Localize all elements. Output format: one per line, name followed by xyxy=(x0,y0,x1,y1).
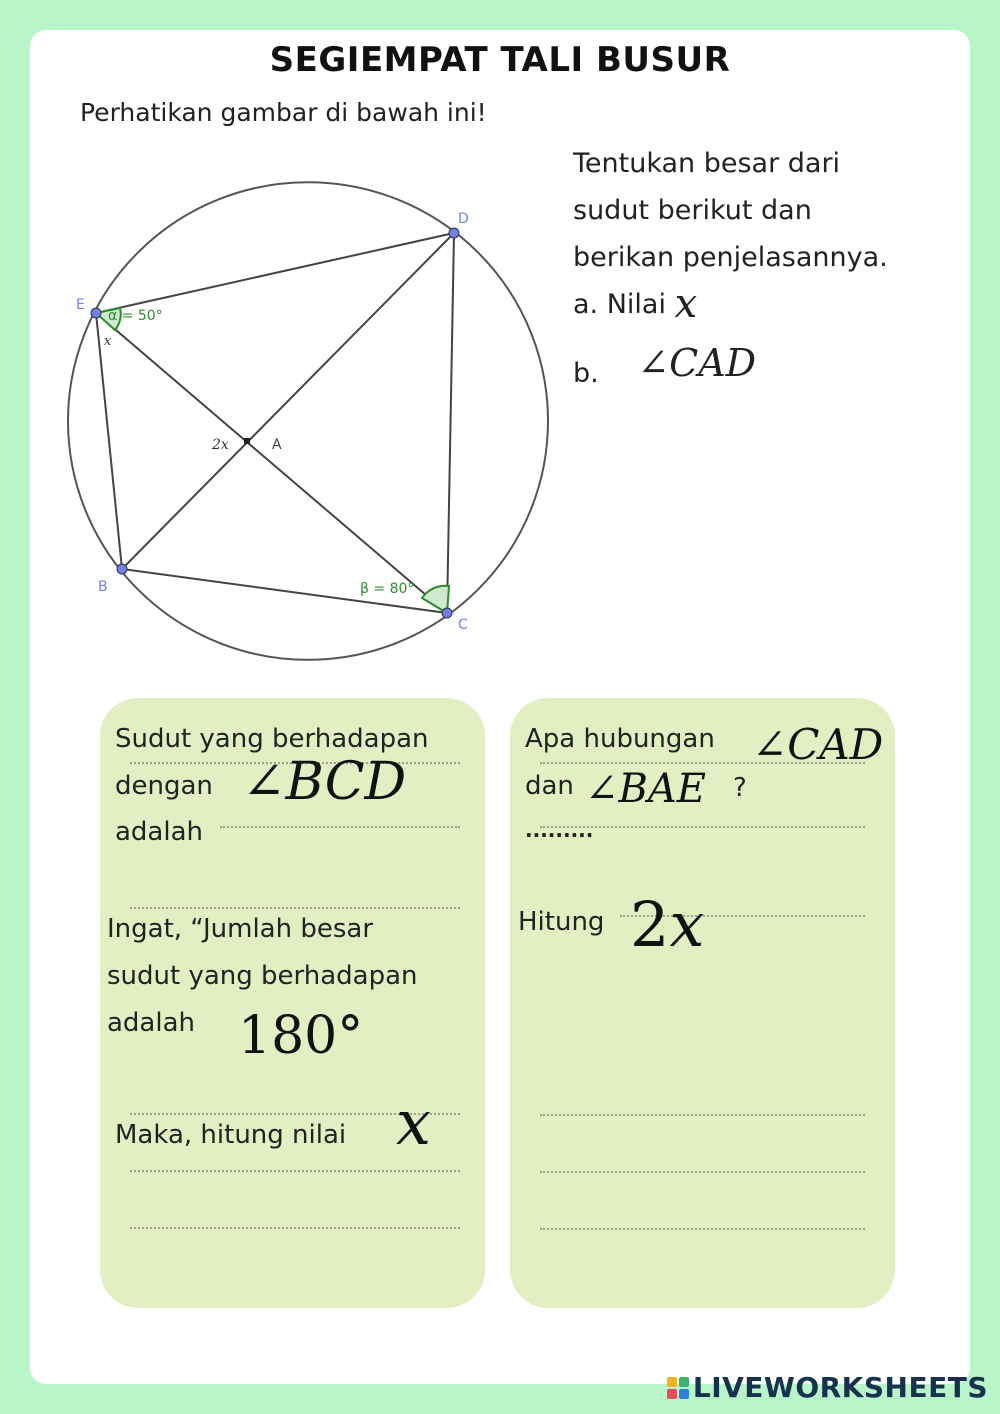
diagonal-EC xyxy=(96,313,447,613)
task-line-3: berikan penjelasannya. xyxy=(573,242,888,273)
label-D: D xyxy=(458,211,469,227)
task-line-1: Tentukan besar dari xyxy=(573,148,841,179)
right-dots: ......... xyxy=(525,818,594,842)
instruction-text: Perhatikan gambar di bawah ini! xyxy=(80,98,487,127)
edge-DC xyxy=(447,233,454,613)
left-ingat3: adalah xyxy=(107,1008,196,1038)
logo-mark-icon xyxy=(667,1377,689,1399)
left-adalah: adalah xyxy=(115,817,204,847)
cyclic-quadrilateral-diagram xyxy=(60,175,560,675)
right-hitung: Hitung xyxy=(518,907,605,937)
center-point-A xyxy=(244,438,250,444)
liveworksheets-logo xyxy=(667,1371,988,1404)
logo-text: LIVEWORKSHEETS xyxy=(692,1371,988,1404)
task-b-math: ∠CAD xyxy=(637,341,757,385)
diagonal-DB xyxy=(122,233,454,569)
answer-line-2[interactable] xyxy=(220,826,460,828)
left-ingat1: Ingat, “Jumlah besar xyxy=(107,914,374,944)
label-A: A xyxy=(272,437,282,453)
left-ingat2: sudut yang berhadapan xyxy=(107,961,418,991)
left-180-math: 180° xyxy=(238,1006,364,1066)
answer-line-r6[interactable] xyxy=(540,1228,865,1230)
left-line1: Sudut yang berhadapan xyxy=(115,724,429,754)
point-D xyxy=(449,228,459,238)
left-dengan: dengan xyxy=(115,771,213,801)
label-E: E xyxy=(76,297,85,313)
right-2x-math: 2x xyxy=(630,888,705,961)
circumcircle xyxy=(68,182,548,660)
label-alpha: α = 50° xyxy=(108,308,163,324)
point-B xyxy=(117,564,127,574)
right-apa: Apa hubungan xyxy=(525,724,715,754)
task-a-label: a. Nilai xyxy=(573,289,666,320)
left-x-math: x xyxy=(396,1086,431,1159)
right-bae-math: ∠BAE xyxy=(585,766,706,812)
answer-line-3[interactable] xyxy=(130,907,460,909)
right-dan: dan xyxy=(525,771,574,801)
left-maka: Maka, hitung nilai xyxy=(115,1120,347,1150)
task-b-label: b. xyxy=(573,358,599,389)
right-question-mark: ? xyxy=(733,773,747,803)
label-2x: 2x xyxy=(212,437,229,453)
label-x: x xyxy=(104,334,112,349)
answer-line-r4[interactable] xyxy=(540,1114,865,1116)
right-cad-math: ∠CAD xyxy=(752,720,884,769)
label-B: B xyxy=(98,579,108,595)
task-line-2: sudut berikut dan xyxy=(573,195,812,226)
answer-line-6[interactable] xyxy=(130,1227,460,1229)
answer-line-5[interactable] xyxy=(130,1170,460,1172)
label-C: C xyxy=(458,617,468,633)
task-a-math: x xyxy=(674,281,698,327)
task-a xyxy=(573,281,953,328)
answer-line-r5[interactable] xyxy=(540,1171,865,1173)
point-C xyxy=(442,608,452,618)
task-block xyxy=(573,140,953,397)
page-title: SEGIEMPAT TALI BUSUR xyxy=(269,40,731,80)
task-b xyxy=(573,341,953,397)
answer-line-r1[interactable] xyxy=(540,762,865,764)
left-bcd-math: ∠BCD xyxy=(242,752,407,812)
label-beta: β = 80° xyxy=(360,581,415,597)
point-E xyxy=(91,308,101,318)
edge-BE xyxy=(96,313,122,569)
edge-ED xyxy=(96,233,454,313)
